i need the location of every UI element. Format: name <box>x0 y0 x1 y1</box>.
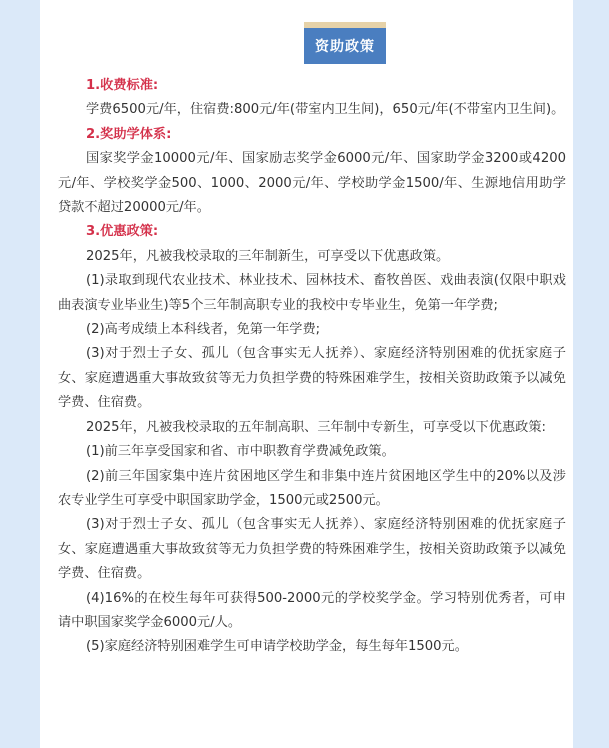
policy-content <box>58 74 566 660</box>
policy-paragraph: (1)前三年享受国家和省、市中职教育学费减免政策。 <box>86 444 395 460</box>
title-banner <box>304 22 386 64</box>
policy-paragraph: (3)对于烈士子女、孤儿（包含事实无人抚养）、家庭经济特别困难的优抚家庭子女、家庭遭遇重大事故致贫等无力负担学费的特殊困难学生，按相关资助政策予以减免学费、住宿费。 <box>58 517 566 582</box>
policy-paragraph: (4)16%的在校生每年可获得500-2000元的学校奖学金。学习特别优秀者，可申请中职国家奖学金6000元/人。 <box>58 590 566 630</box>
policy-paragraph: (3)对于烈士子女、孤儿（包含事实无人抚养）、家庭经济特别困难的优抚家庭子女、家庭遭遇重大事故致贫等无力负担学费的特殊困难学生，按相关资助政策予以减免学费、住宿费。 <box>58 346 566 411</box>
policy-paragraph: (5)家庭经济特别困难学生可申请学校助学金，每生每年1500元。 <box>86 639 468 655</box>
policy-paragraph: (2)前三年国家集中连片贫困地区学生和非集中连片贫困地区学生中的20%以及涉农专业学生可享受中职国家助学金，1500元或2500元。 <box>58 468 566 508</box>
section-heading-fees: 1.收费标准: <box>86 78 159 93</box>
policy-paragraph: (1)录取到现代农业技术、林业技术、园林技术、畜牧兽医、戏曲表演(仅限中职戏曲表演专业毕业生)等5个三年制高职专业的我校中专毕业生，免第一年学费; <box>58 273 566 313</box>
fees-paragraph: 学费6500元/年，住宿费:800元/年(带室内卫生间)，650元/年(不带室内卫生间)。 <box>86 102 565 118</box>
scholarship-paragraph: 国家奖学金10000元/年、国家励志奖学金6000元/年、国家助学金3200或4200元/年、学校奖学金500、1000、2000元/年、学校助学金1500/年、生源地信用助学贷款不超过20000元/年。 <box>58 151 566 216</box>
policy-paragraph: 2025年，凡被我校录取的三年制新生，可享受以下优惠政策。 <box>86 248 450 264</box>
section-heading-preferential: 3.优惠政策: <box>86 224 159 240</box>
section-heading-scholarship: 2.奖助学体系: <box>86 126 172 142</box>
page-title: 资助政策 <box>304 28 386 64</box>
policy-paragraph: 2025年，凡被我校录取的五年制高职、三年制中专新生，可享受以下优惠政策: <box>86 419 547 435</box>
policy-paragraph: (2)高考成绩上本科线者，免第一年学费; <box>86 322 321 338</box>
